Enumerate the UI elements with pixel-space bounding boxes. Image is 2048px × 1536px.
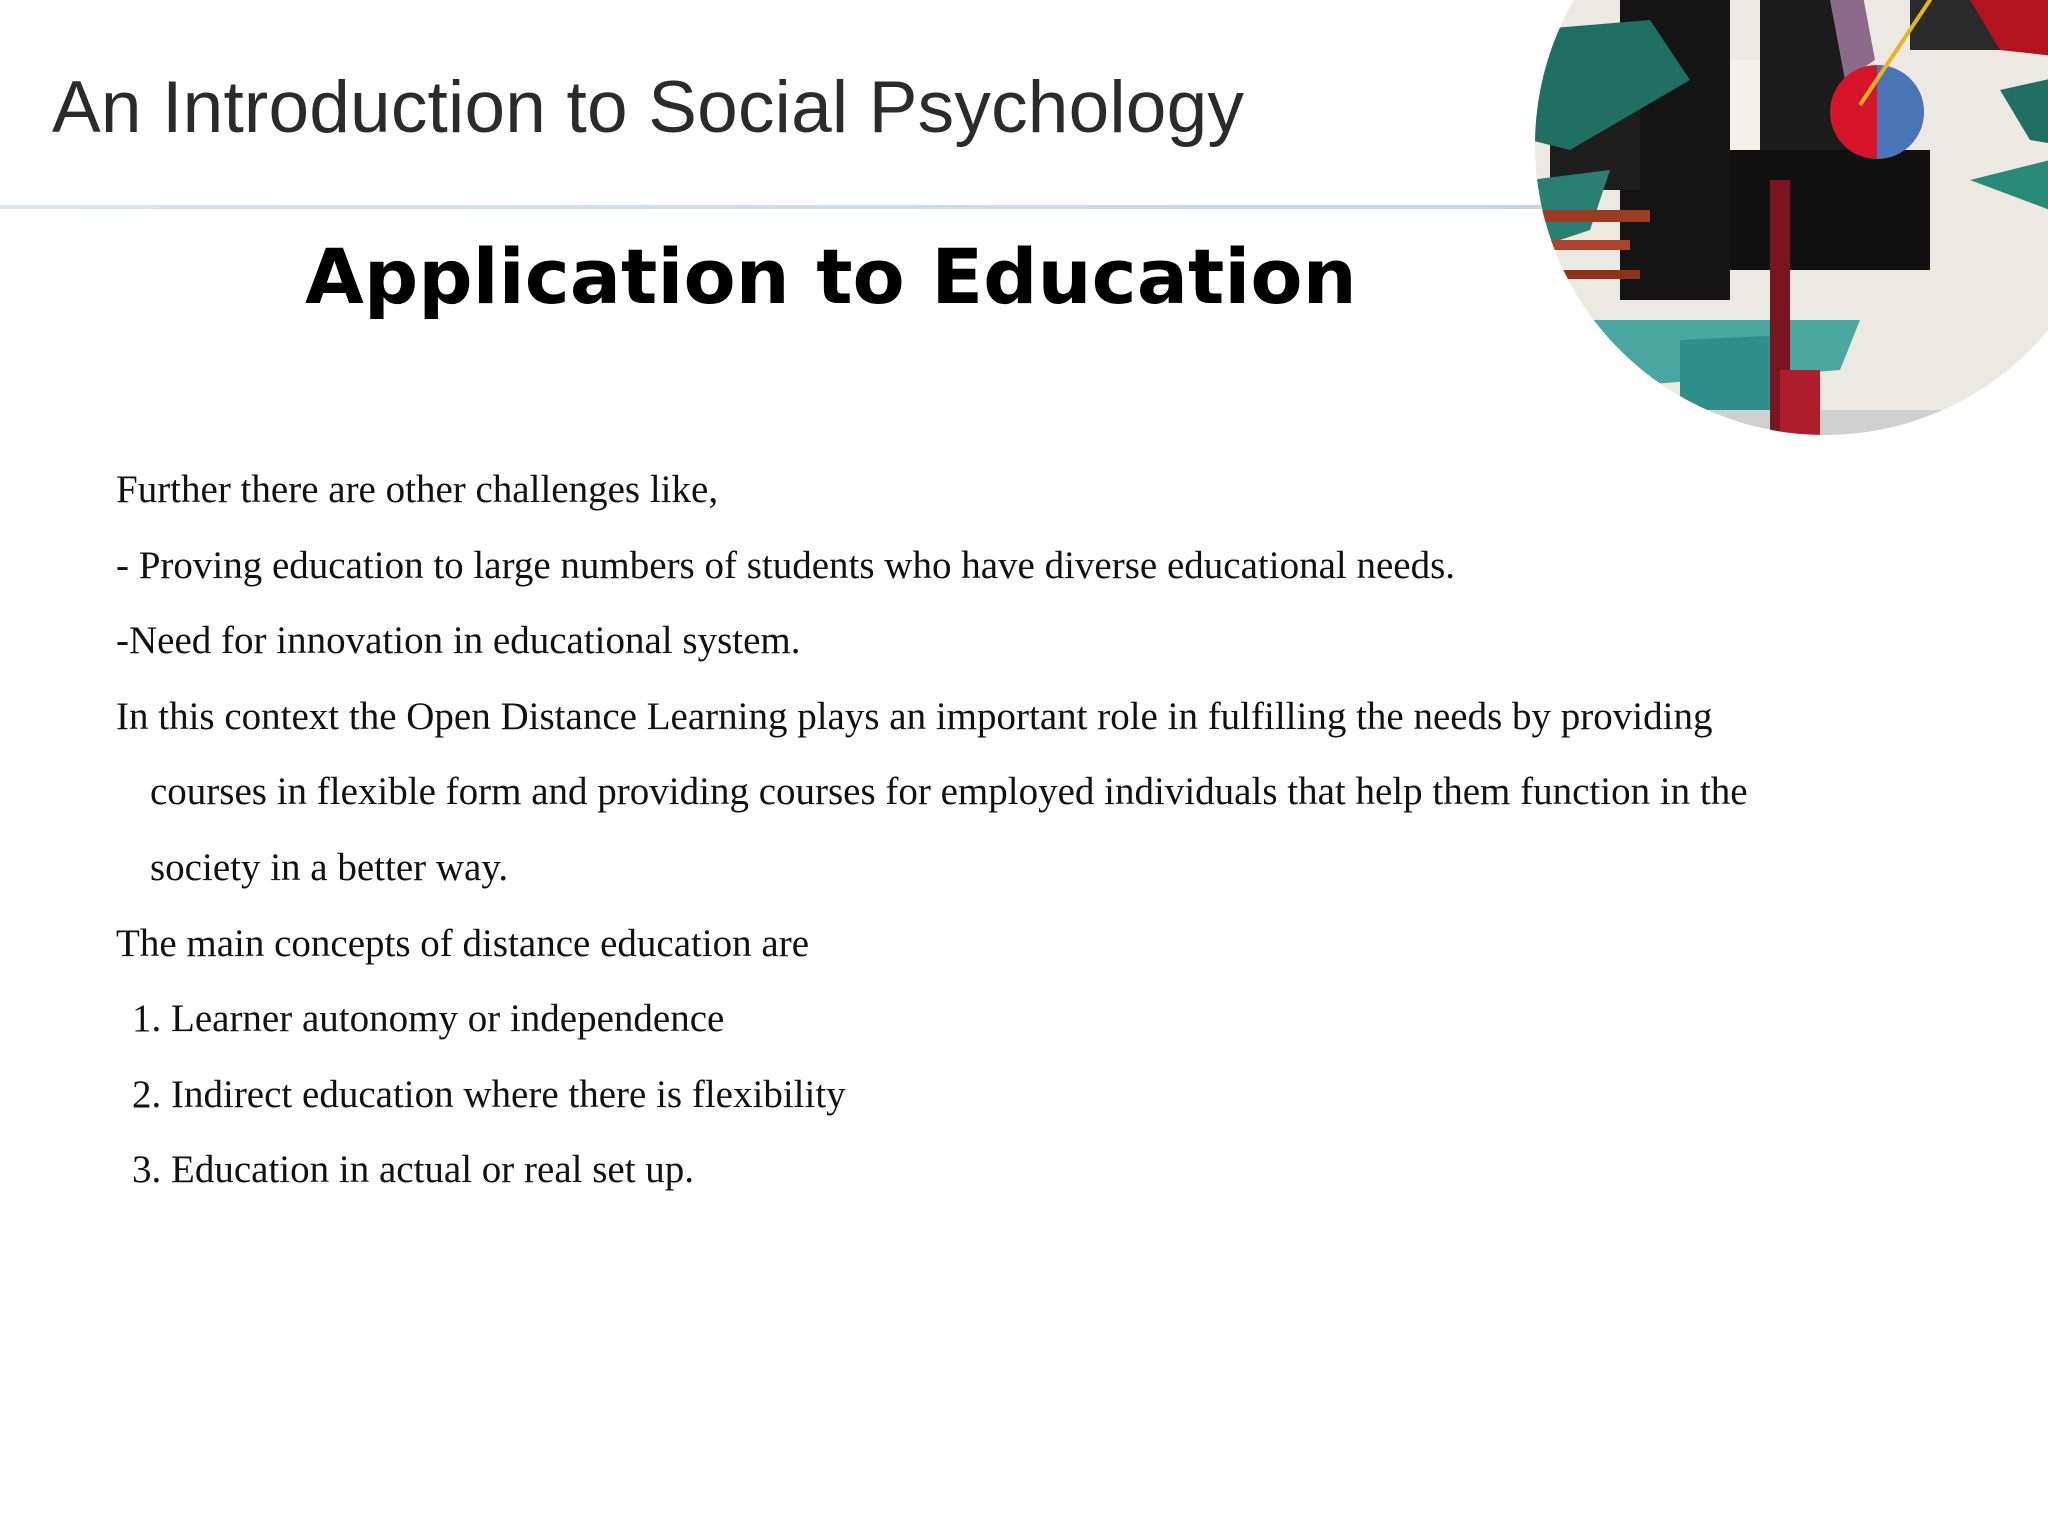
body-line-continued: society in a better way. (150, 845, 509, 889)
cover-art-image (1530, 0, 2048, 440)
numbered-item: 1. Learner autonomy or independence (132, 997, 725, 1041)
body-line: The main concepts of distance education are (116, 921, 810, 965)
body-line: Further there are other challenges like, (116, 468, 719, 511)
book-title: An Introduction to Social Psychology (52, 67, 1245, 148)
header-divider (0, 205, 1560, 209)
bullet-item: - Proving education to large numbers of students who have diverse educational needs. (116, 543, 1456, 587)
numbered-item: 3. Education in actual or real set up. (132, 1148, 695, 1192)
body-line: In this context the Open Distance Learning plays an important role in fulfilling the needs by providing (116, 694, 1713, 738)
body-line-continued: courses in flexible form and providing courses for employed individuals that help them function in the (150, 770, 1748, 814)
slide-body (116, 452, 1936, 1208)
bullet-item: -Need for innovation in educational system. (116, 619, 801, 663)
numbered-item: 2. Indirect education where there is flexibility (132, 1072, 846, 1116)
slide-title: Application to Education (305, 232, 1357, 321)
